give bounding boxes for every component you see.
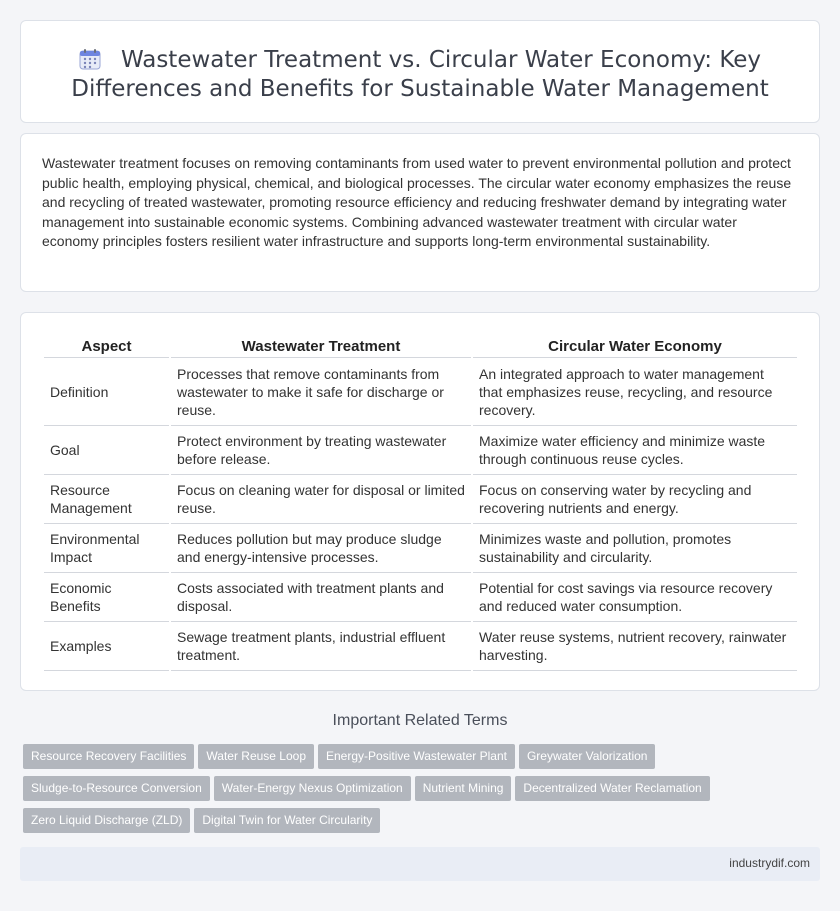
table-row [44,475,797,524]
aspect-cell: Environmental Impact [44,524,169,573]
page-title-block [21,21,819,104]
related-term-tag[interactable]: Zero Liquid Discharge (ZLD) [23,808,190,833]
table-row [44,524,797,573]
related-term-tag[interactable]: Decentralized Water Reclamation [515,776,709,801]
intro-paragraph: Wastewater treatment focuses on removing contaminants from used water to prevent environmental pollution and protect public health, employing physical, chemical, and biological processes. The circular water economy emphasizes the reuse and recycling of treated wastewater, promoting resource efficiency and reducing freshwater demand by integrating water management into sustainable economic systems. Combining advanced wastewater treatment with circular water economy principles fosters resilient water infrastructure and supports long-term environmental sustainability. [42,155,792,249]
related-term-tag[interactable]: Sludge-to-Resource Conversion [23,776,210,801]
related-term-tag[interactable]: Nutrient Mining [415,776,512,801]
comparison-table [42,333,799,671]
title-card [20,20,820,123]
circular-cell: Water reuse systems, nutrient recovery, rainwater harvesting. [473,622,797,671]
related-term-tag[interactable]: Water Reuse Loop [198,744,314,769]
wastewater-cell: Sewage treatment plants, industrial effluent treatment. [171,622,471,671]
column-header-wastewater: Wastewater Treatment [171,333,471,358]
table-row [44,358,797,426]
table-header-row [44,333,797,358]
circular-cell: An integrated approach to water management that emphasizes reuse, recycling, and resource recovery. [473,358,797,426]
aspect-cell: Goal [44,426,169,475]
wastewater-cell: Reduces pollution but may produce sludge and energy-intensive processes. [171,524,471,573]
footer-bar [20,847,820,881]
wastewater-cell: Costs associated with treatment plants and disposal. [171,573,471,622]
footer-site-link[interactable]: industrydif.com [729,856,810,870]
related-term-tag[interactable]: Water-Energy Nexus Optimization [214,776,411,801]
page-title: Wastewater Treatment vs. Circular Water Economy: Key Differences and Benefits for Sustainable Water Management [71,47,769,102]
circular-cell: Potential for cost savings via resource recovery and reduced water consumption. [473,573,797,622]
circular-cell: Focus on conserving water by recycling and recovering nutrients and energy. [473,475,797,524]
related-term-tag[interactable]: Greywater Valorization [519,744,656,769]
intro-card [20,133,820,292]
table-row [44,622,797,671]
tag-row [23,776,823,808]
aspect-cell: Economic Benefits [44,573,169,622]
related-terms-list [23,744,823,840]
related-term-tag[interactable]: Energy-Positive Wastewater Plant [318,744,515,769]
column-header-aspect: Aspect [44,333,169,358]
table-row [44,573,797,622]
related-term-tag[interactable]: Digital Twin for Water Circularity [194,808,380,833]
column-header-circular: Circular Water Economy [473,333,797,358]
circular-cell: Minimizes waste and pollution, promotes sustainability and circularity. [473,524,797,573]
table-row [44,426,797,475]
aspect-cell: Resource Management [44,475,169,524]
tag-row [23,744,823,776]
aspect-cell: Definition [44,358,169,426]
tag-row [23,808,823,840]
related-terms-heading: Important Related Terms [332,712,508,729]
aspect-cell: Examples [44,622,169,671]
wastewater-cell: Focus on cleaning water for disposal or limited reuse. [171,475,471,524]
calendar-icon [79,48,101,70]
wastewater-cell: Protect environment by treating wastewater before release. [171,426,471,475]
circular-cell: Maximize water efficiency and minimize waste through continuous reuse cycles. [473,426,797,475]
comparison-card [20,312,820,691]
wastewater-cell: Processes that remove contaminants from wastewater to make it safe for discharge or reuse. [171,358,471,426]
related-term-tag[interactable]: Resource Recovery Facilities [23,744,194,769]
